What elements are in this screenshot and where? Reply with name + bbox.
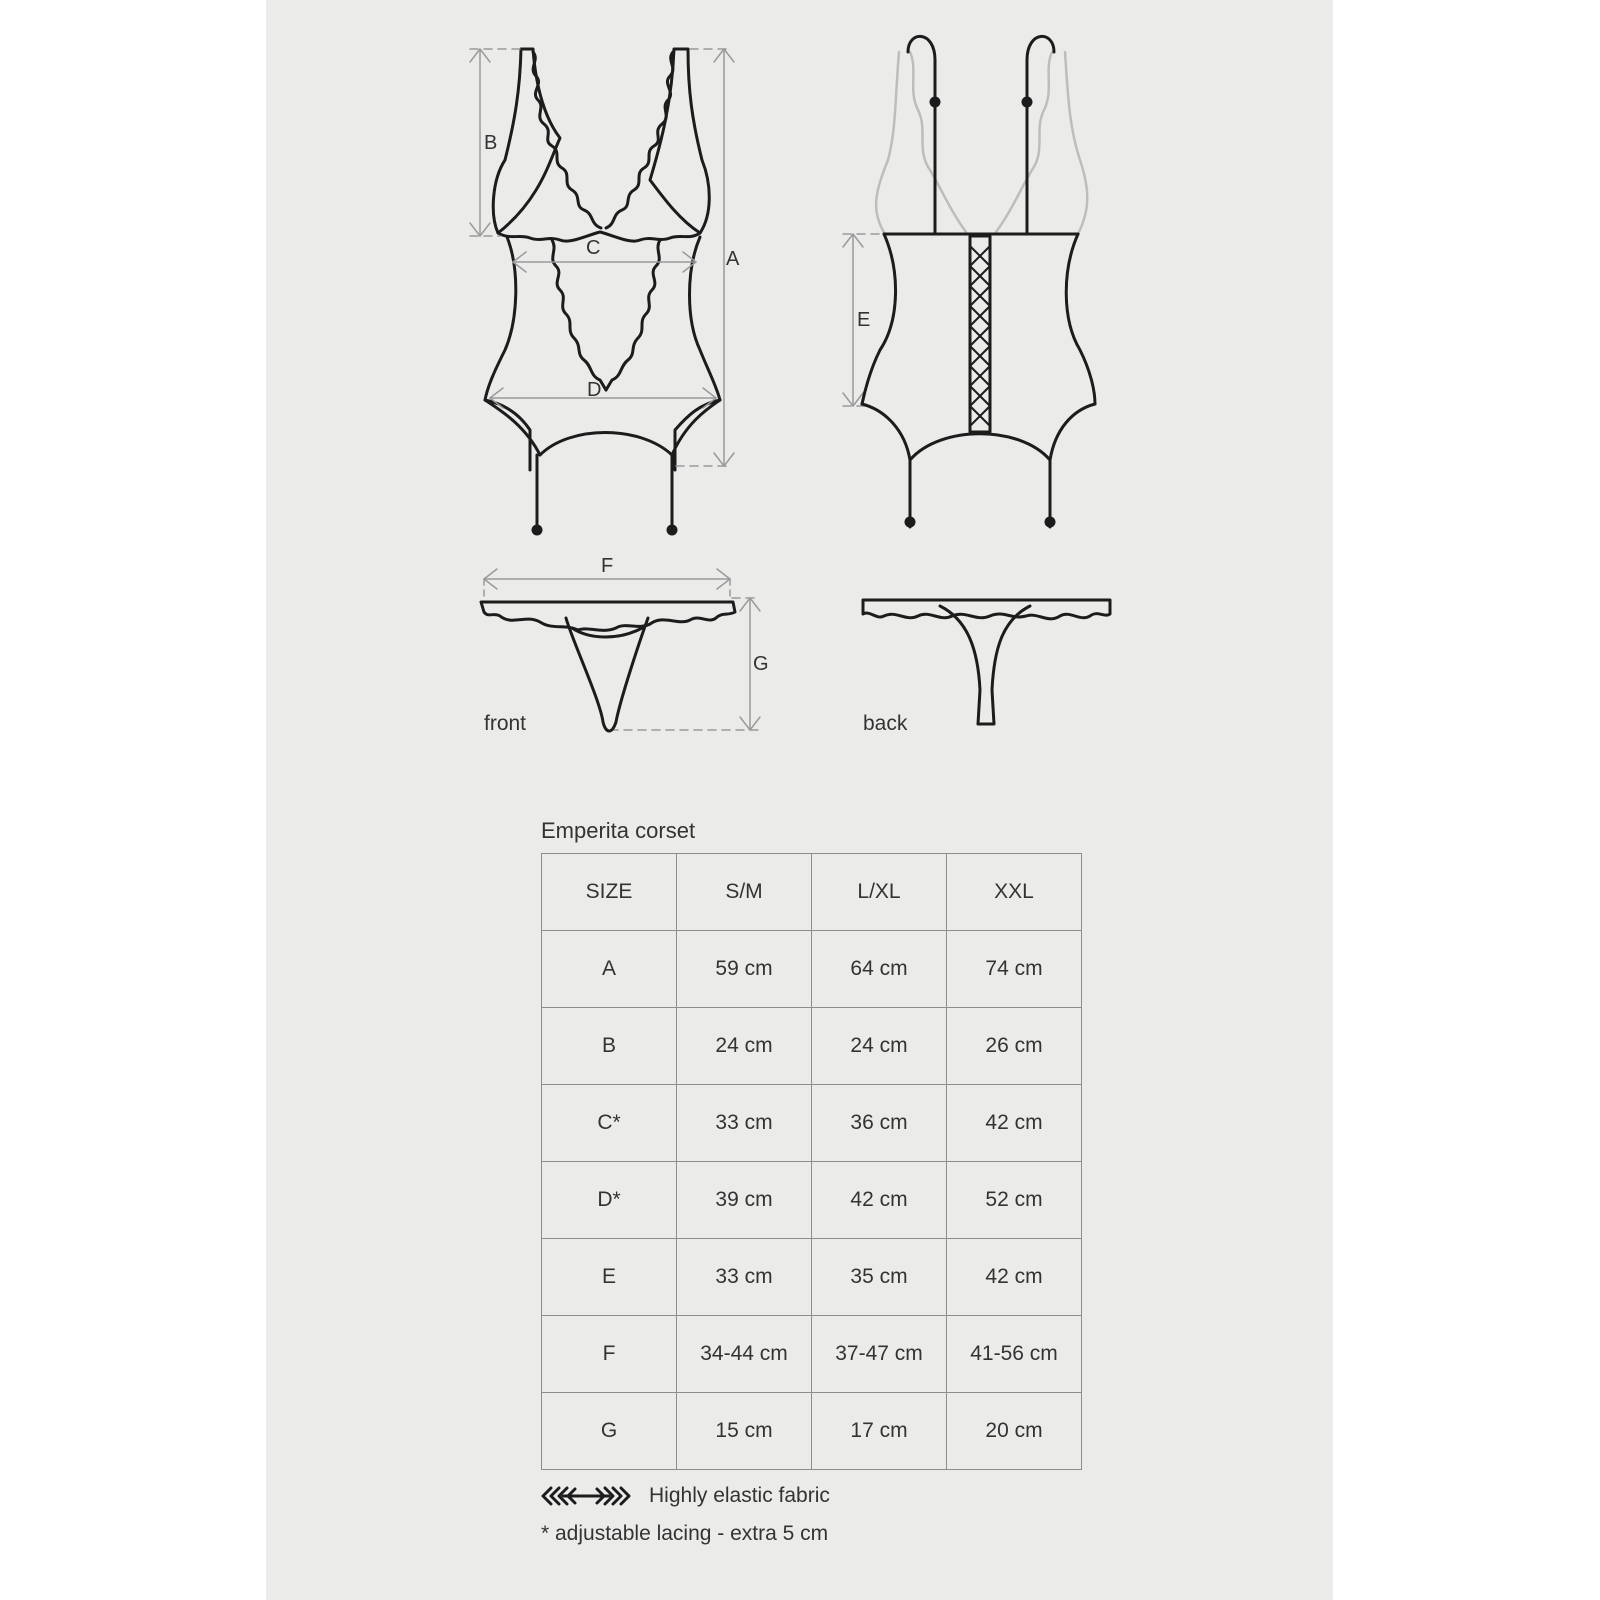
table-row [542,1008,1082,1085]
row-label: B [542,1008,677,1085]
header-cell: L/XL [812,854,947,931]
table-title: Emperita corset [541,818,696,843]
table-cell: 24 cm [677,1008,812,1085]
table-cell: 33 cm [677,1085,812,1162]
table-header-row [542,854,1082,931]
table-cell: 37-47 cm [812,1316,947,1393]
back-corset-drawing [862,36,1095,527]
back-thong-drawing [863,600,1110,724]
header-cell: S/M [677,854,812,931]
label-f: F [601,555,614,577]
table-row [542,1239,1082,1316]
table-cell: 52 cm [947,1162,1082,1239]
table-cell: 20 cm [947,1393,1082,1470]
table-row [542,931,1082,1008]
row-label: G [542,1393,677,1470]
label-g: G [753,653,769,675]
table-cell: 33 cm [677,1239,812,1316]
back-view-label: back [863,712,908,735]
table-cell: 24 cm [812,1008,947,1085]
label-d: D [587,379,602,401]
table-cell: 26 cm [947,1008,1082,1085]
table-row [542,1316,1082,1393]
table-cell: 34-44 cm [677,1316,812,1393]
row-label: A [542,931,677,1008]
row-label: C* [542,1085,677,1162]
row-label: D* [542,1162,677,1239]
table-cell: 35 cm [812,1239,947,1316]
table-row [542,1085,1082,1162]
front-measure-lines [470,49,880,730]
legend-text: Highly elastic fabric [649,1484,830,1507]
label-b: B [484,132,498,154]
legend [541,1484,830,1508]
label-a: A [726,248,740,270]
header-cell: XXL [947,854,1082,931]
table-cell: 64 cm [812,931,947,1008]
table-cell: 17 cm [812,1393,947,1470]
label-c: C [586,237,601,259]
table-cell: 74 cm [947,931,1082,1008]
table-cell: 42 cm [947,1239,1082,1316]
header-cell: SIZE [542,854,677,931]
footnote: * adjustable lacing - extra 5 cm [541,1522,829,1545]
table-cell: 42 cm [947,1085,1082,1162]
size-table [541,853,1082,1470]
row-label: F [542,1316,677,1393]
table-cell: 15 cm [677,1393,812,1470]
table-cell: 42 cm [812,1162,947,1239]
table-cell: 59 cm [677,931,812,1008]
row-label: E [542,1239,677,1316]
table-cell: 39 cm [677,1162,812,1239]
front-corset-drawing [485,49,720,534]
table-row [542,1393,1082,1470]
elastic-fabric-arrows-icon [541,1485,631,1507]
table-row [542,1162,1082,1239]
front-view-label: front [484,712,527,735]
label-e: E [857,309,871,331]
table-cell: 36 cm [812,1085,947,1162]
table-cell: 41-56 cm [947,1316,1082,1393]
